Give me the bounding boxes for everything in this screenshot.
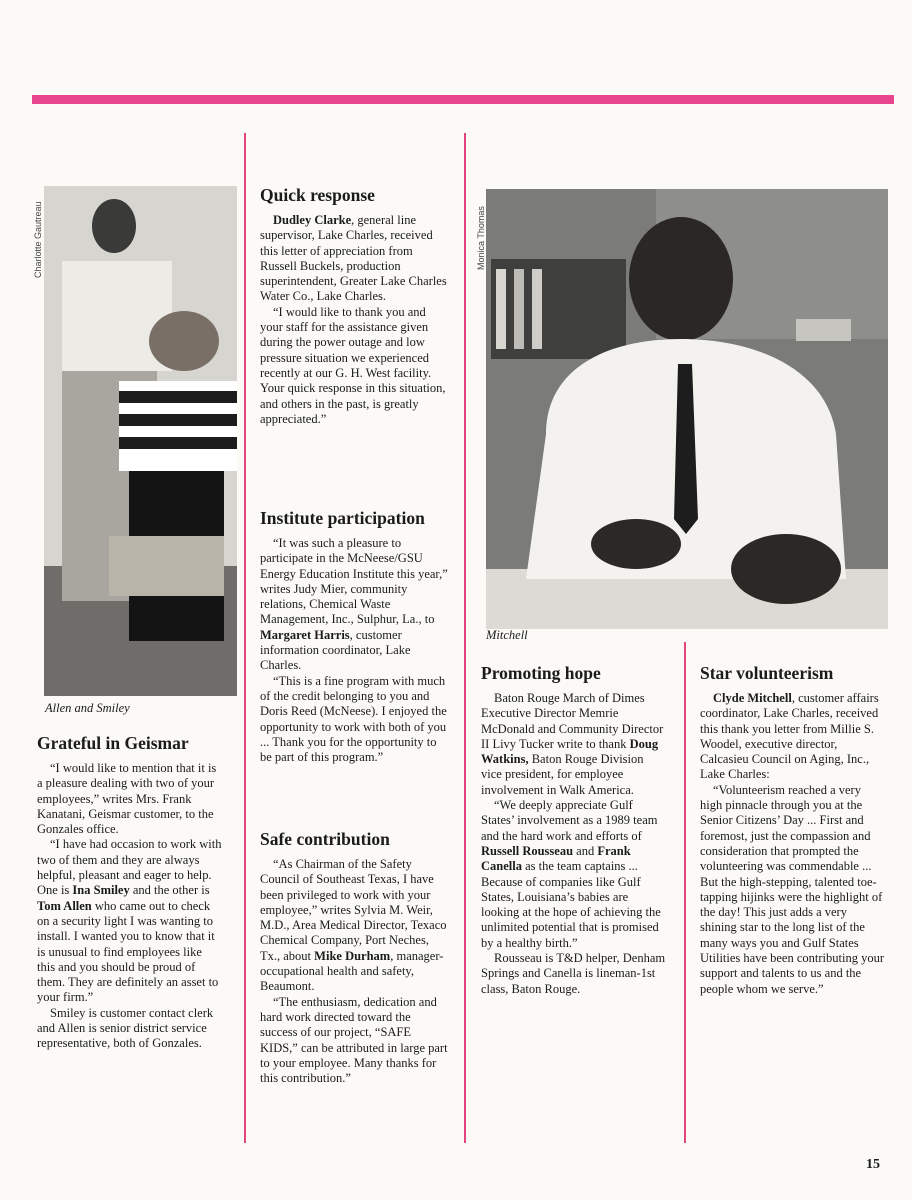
heading-star-volunteerism: Star volunteerism	[700, 663, 834, 683]
heading-grateful-in-geismar: Grateful in Geismar	[37, 733, 189, 753]
photo-allen-smiley	[44, 186, 237, 696]
article-star-volunteerism	[700, 663, 884, 997]
photo-caption-right: Mitchell	[486, 628, 528, 642]
heading-safe-contribution: Safe contribution	[260, 829, 390, 849]
grateful-paragraph-1: “I would like to mention that it is a pleasure dealing with two of your employees,” writes Mrs. Frank Kanatani, Geismar customer, to the Gonzales office.	[37, 761, 217, 837]
star-paragraph-1: Clyde Mitchell, customer affairs coordinator, Lake Charles, received this thank you letter from Millie S. Woodel, executive director, Calcasieu Council on Aging, Inc., Lake Charles:	[700, 691, 879, 782]
column-divider-1	[244, 133, 246, 1143]
institute-paragraph-2: “This is a fine program with much of the credit belonging to you and Doris Reed (McNeese). I enjoyed the opportunity to work with both of you ... Thank you for the opportunity to be part of this program.”	[260, 673, 447, 765]
safe-paragraph-2: “The enthusiasm, dedication and hard work directed toward the success of our project, “SAFE KIDS,” can be attributed in large part to your employee. Many thanks for this contribution.”	[260, 994, 448, 1086]
photo-allen-smiley-image	[44, 186, 237, 696]
article-safe-contribution	[260, 829, 448, 1086]
photo-mitchell-image	[486, 189, 888, 629]
article-quick-response	[260, 185, 448, 427]
quick-paragraph-1: Dudley Clarke, general line supervisor, Lake Charles, received this letter of appreciation from Russell Buckels, production superintendent, Greater Lake Charles Water Co., Lake Charles.	[260, 213, 447, 304]
safe-paragraph-1: “As Chairman of the Safety Council of Southeast Texas, I have been privileged to work with your employee,” writes Sylvia M. Weir, M.D., Area Medical Director, Texaco Chemical Company, Port Neches, Tx., about Mike Durham, manager-occupational health and safety, Beaumont.	[260, 857, 447, 994]
page-number: 15	[866, 1157, 880, 1172]
column-divider-2	[464, 133, 466, 1143]
institute-paragraph-1: “It was such a pleasure to participate in the McNeese/GSU Energy Education Institute this year,” writes Judy Mier, community relations, Chemical Waste Management, Inc., Sulphur, La., to Margaret Harris, customer information coordinator, Lake Charles.	[260, 536, 448, 673]
hope-paragraph-2: “We deeply appreciate Gulf States’ involvement as a 1989 team and the hard work and efforts of Russell Rousseau and Frank Canella as the team captains ... Because of companies like Gulf States, Louisiana’s babies are looking at the hope of achieving the unlimited potential that is promised by a healthy birth.”	[481, 798, 661, 950]
photo-credit-right: Monica Thomas	[476, 206, 486, 270]
top-accent-bar	[32, 95, 894, 104]
photo-caption-left: Allen and Smiley	[45, 701, 130, 715]
quick-paragraph-2: “I would like to thank you and your staff for the assistance given during the power outage and low pressure situation we experienced recently at our G. H. West facility. Your quick response in this situation, and others in the past, is greatly appreciated.”	[260, 304, 446, 426]
column-divider-3	[684, 642, 686, 1143]
star-paragraph-2: “Volunteerism reached a very high pinnacle through you at the Senior Citizens’ Day ... First and foremost, just the compassion and consideration that prompted the volunteering was commendable ... But the high-stepping, talented toe-tapping hijinks were the highlight of the day! This just adds a very shining star to the long list of the many ways you and Gulf States Utilities have been contributing your support and talents to us and the people whom we serve.”	[700, 782, 884, 996]
grateful-paragraph-3: Smiley is customer contact clerk and Allen is senior district service representative, both of Gonzales.	[37, 1005, 214, 1051]
article-institute-participation	[260, 508, 448, 765]
hope-paragraph-1: Baton Rouge March of Dimes Executive Director Memrie McDonald and Community Director II Livy Tucker write to thank Doug Watkins, Baton Rouge Division vice president, for employee involvement in Walk America.	[481, 691, 664, 797]
hope-paragraph-3: Rousseau is T&D helper, Denham Springs and Canella is lineman-1st class, Baton Rouge.	[481, 951, 666, 996]
heading-quick-response: Quick response	[260, 185, 375, 205]
grateful-paragraph-2: “I have had occasion to work with two of them and they are always helpful, pleasant and eager to help. One is Ina Smiley and the other is Tom Allen who came out to check on a security light I was wanting to install. I wanted you to know that it is unusual to find employees like this and you should be proud of them. They are definitely an asset to your firm.”	[37, 837, 222, 1005]
heading-promoting-hope: Promoting hope	[481, 663, 601, 683]
heading-institute-participation: Institute participation	[260, 508, 425, 528]
photo-credit-left: Charlotte Gautreau	[33, 201, 43, 278]
photo-mitchell	[486, 189, 888, 629]
article-promoting-hope	[481, 663, 667, 997]
article-grateful-in-geismar	[37, 733, 223, 1052]
